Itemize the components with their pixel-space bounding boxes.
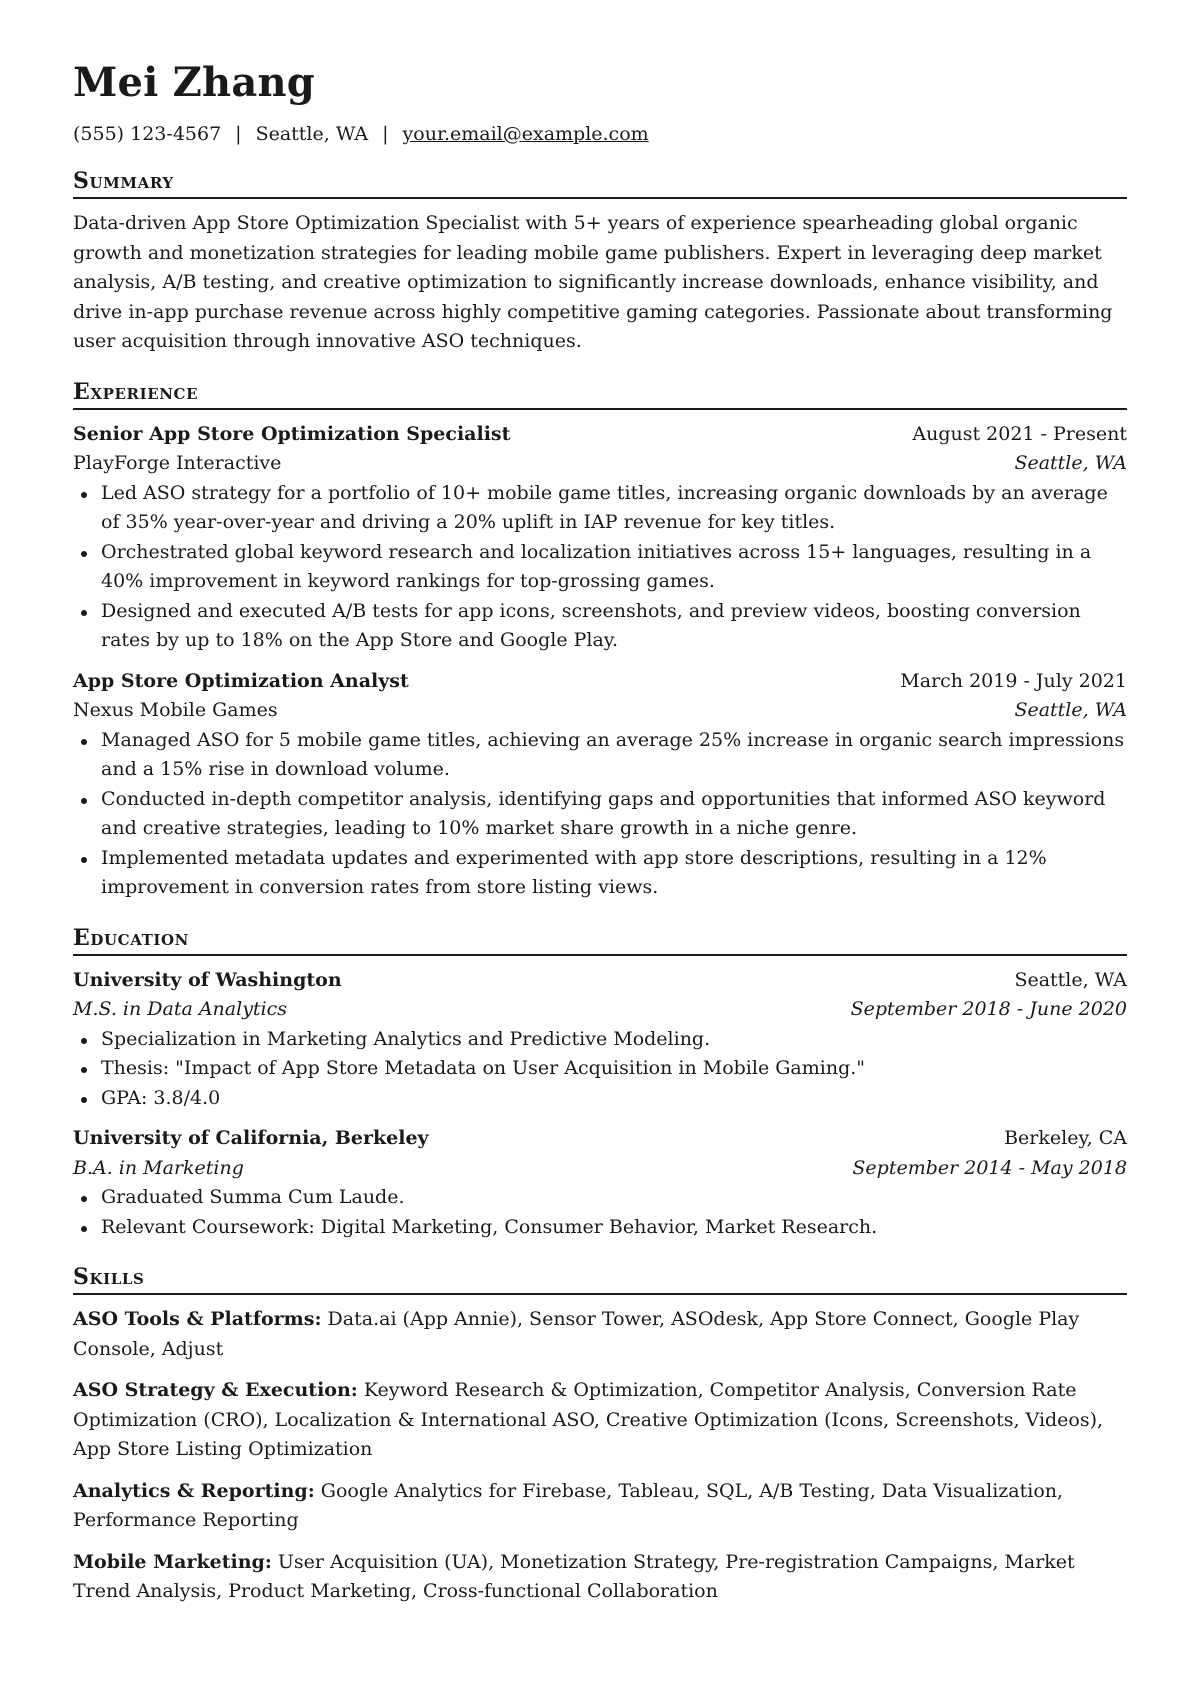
skill-group-text: Data.ai (App Annie), Sensor Tower, ASOdesk, App Store Connect, Google Play Console, Adjust <box>73 1308 1080 1360</box>
degree: B.A. in Marketing <box>73 1156 244 1179</box>
list-item: Thesis: "Impact of App Store Metadata on User Acquisition in Mobile Gaming." <box>73 1054 1127 1084</box>
list-item: Relevant Coursework: Digital Marketing, Consumer Behavior, Market Research. <box>73 1213 1127 1243</box>
email-link[interactable]: your.email@example.com <box>402 123 649 145</box>
list-item: GPA: 3.8/4.0 <box>73 1084 1127 1114</box>
job-company: Nexus Mobile Games <box>73 699 278 721</box>
contact-separator: | <box>235 123 242 145</box>
education-bullets <box>73 1183 1127 1242</box>
list-item: Designed and executed A/B tests for app icons, screenshots, and preview videos, boosting conversion rates by up to 18% on the App Store and Google Play. <box>73 597 1127 656</box>
section-title-summary: Summary <box>73 168 1127 199</box>
education-entry <box>73 966 1127 1114</box>
list-item: Conducted in-depth competitor analysis, identifying gaps and opportunities that informed ASO keyword and creative strategies, leading to 10% market share growth in a niche genre. <box>73 785 1127 844</box>
job-dates: March 2019 - July 2021 <box>900 669 1127 692</box>
experience-section <box>73 379 1127 903</box>
school-name: University of California, Berkeley <box>73 1127 429 1149</box>
location: Seattle, WA <box>255 123 369 145</box>
contact-separator: | <box>382 123 389 145</box>
contact-line <box>73 122 1127 146</box>
school-location: Seattle, WA <box>1014 968 1127 991</box>
job-location: Seattle, WA <box>1014 452 1127 474</box>
candidate-name: Mei Zhang <box>73 59 315 106</box>
job-bullets <box>73 479 1127 656</box>
job-dates: August 2021 - Present <box>912 422 1127 445</box>
list-item: Implemented metadata updates and experimented with app store descriptions, resulting in a 12% improvement in conversion rates from store listing views. <box>73 844 1127 903</box>
education-dates: September 2018 - June 2020 <box>850 998 1127 1020</box>
skill-group-text: User Acquisition (UA), Monetization Strategy, Pre-registration Campaigns, Market Trend Analysis, Product Marketing, Cross-functional Collaboration <box>73 1550 1075 1602</box>
skill-group-label: Analytics & Reporting: <box>73 1479 315 1502</box>
skill-group-label: Mobile Marketing: <box>73 1550 272 1573</box>
section-title-education: Education <box>73 925 1127 956</box>
list-item: Orchestrated global keyword research and localization initiatives across 15+ languages, resulting in a 40% improvement in keyword rankings for top-grossing games. <box>73 538 1127 597</box>
skills-section <box>73 1264 1127 1607</box>
phone-number: (555) 123-4567 <box>73 123 222 145</box>
skill-group <box>73 1376 1127 1465</box>
skill-group-text: Keyword Research & Optimization, Competitor Analysis, Conversion Rate Optimization (CRO), Localization & International ASO, Creative Optimization (Icons, Screenshots, Videos), App Store Listing Optimization <box>73 1379 1104 1460</box>
list-item: Specialization in Marketing Analytics and Predictive Modeling. <box>73 1025 1127 1055</box>
skill-group <box>73 1548 1127 1607</box>
list-item: Led ASO strategy for a portfolio of 10+ mobile game titles, increasing organic downloads by an average of 35% year-over-year and driving a 20% uplift in IAP revenue for key titles. <box>73 479 1127 538</box>
skill-group <box>73 1477 1127 1536</box>
job-bullets <box>73 726 1127 903</box>
education-section <box>73 925 1127 1243</box>
education-dates: September 2014 - May 2018 <box>852 1156 1127 1179</box>
job-location: Seattle, WA <box>1014 699 1127 721</box>
resume-page <box>73 60 1127 1607</box>
job-role: App Store Optimization Analyst <box>73 669 409 692</box>
section-title-skills: Skills <box>73 1264 1127 1295</box>
job-entry <box>73 667 1127 903</box>
job-entry <box>73 420 1127 656</box>
summary-text: Data-driven App Store Optimization Specialist with 5+ years of experience spearheading global organic growth and monetization strategies for leading mobile game publishers. Expert in leveraging deep market analysis, A/B testing, and creative optimization to significantly increase downloads, enhance visibility, and drive in-app purchase revenue across highly competitive gaming categories. Passionate about transforming user acquisition through innovative ASO techniques. <box>73 212 1113 352</box>
skill-group-text: Google Analytics for Firebase, Tableau, SQL, A/B Testing, Data Visualization, Performance Reporting <box>73 1479 1064 1531</box>
skill-group-label: ASO Tools & Platforms: <box>73 1308 322 1330</box>
education-bullets <box>73 1025 1127 1114</box>
section-title-experience: Experience <box>73 379 1127 410</box>
job-role: Senior App Store Optimization Specialist <box>73 422 511 445</box>
list-item: Managed ASO for 5 mobile game titles, achieving an average 25% increase in organic search impressions and a 15% rise in download volume. <box>73 726 1127 785</box>
school-location: Berkeley, CA <box>1004 1127 1127 1149</box>
skill-group-label: ASO Strategy & Execution: <box>73 1379 358 1401</box>
job-company: PlayForge Interactive <box>73 452 282 474</box>
summary-section <box>73 168 1127 357</box>
list-item: Graduated Summa Cum Laude. <box>73 1183 1127 1213</box>
degree: M.S. in Data Analytics <box>73 998 288 1020</box>
skill-group <box>73 1305 1127 1364</box>
school-name: University of Washington <box>73 968 342 991</box>
education-entry <box>73 1124 1127 1242</box>
